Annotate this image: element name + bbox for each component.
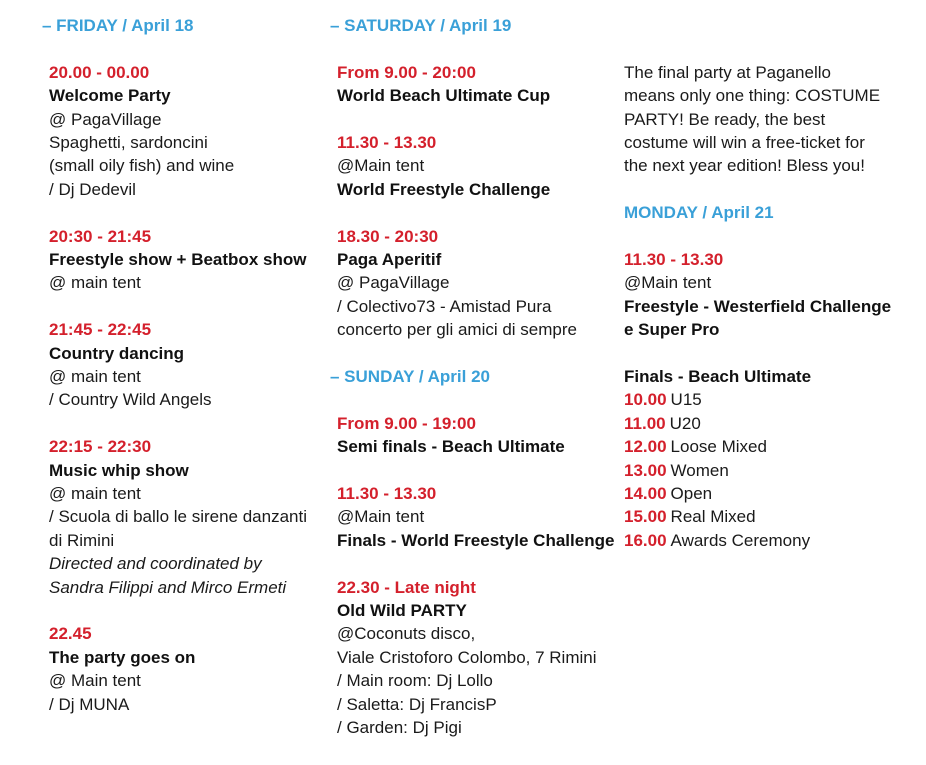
finals-label: Real Mixed bbox=[670, 507, 756, 527]
finals-label: Loose Mixed bbox=[670, 437, 767, 457]
friday-event-2 bbox=[49, 225, 327, 295]
sunday-event-3 bbox=[337, 576, 615, 740]
friday-event-4 bbox=[49, 435, 327, 599]
event-title: Freestyle - Westerfield Challenge bbox=[624, 296, 892, 316]
saturday-event-2 bbox=[337, 131, 615, 201]
finals-label: U20 bbox=[669, 413, 701, 433]
event-title: Finals - World Freestyle Challenge bbox=[337, 530, 615, 550]
note-line: means only one thing: COSTUME bbox=[624, 86, 881, 106]
event-title: World Freestyle Challenge bbox=[337, 179, 551, 199]
event-detail: @Coconuts disco, bbox=[337, 624, 476, 644]
event-title: World Beach Ultimate Cup bbox=[337, 86, 551, 106]
sunday-event-1 bbox=[337, 412, 615, 459]
event-detail: @ main tent bbox=[49, 367, 141, 387]
finals-row bbox=[624, 529, 902, 552]
friday-event-3 bbox=[49, 318, 327, 412]
event-detail: Spaghetti, sardoncini bbox=[49, 133, 208, 153]
event-time: 11.30 - 13.30 bbox=[337, 484, 437, 504]
finals-row bbox=[624, 412, 902, 435]
event-title: Semi finals - Beach Ultimate bbox=[337, 437, 565, 457]
event-title: Music whip show bbox=[49, 460, 189, 480]
note-line: PARTY! Be ready, the best bbox=[624, 109, 826, 129]
event-detail: / Saletta: Dj FrancisP bbox=[337, 694, 497, 714]
event-detail: / Scuola di ballo le sirene danzanti bbox=[49, 507, 307, 527]
event-title: Freestyle show + Beatbox show bbox=[49, 250, 307, 270]
event-detail: / Main room: Dj Lollo bbox=[337, 671, 493, 691]
weekend-column bbox=[330, 14, 615, 739]
event-time: 18.30 - 20:30 bbox=[337, 226, 439, 246]
finals-time: 10.00 bbox=[624, 390, 667, 410]
event-location: @Main tent bbox=[624, 273, 712, 293]
event-title: The party goes on bbox=[49, 647, 196, 667]
event-detail: concerto per gli amici di sempre bbox=[337, 320, 577, 340]
event-time: 22:15 - 22:30 bbox=[49, 437, 152, 457]
finals-time: 12.00 bbox=[624, 437, 667, 457]
costume-party-note bbox=[624, 61, 902, 178]
friday-event-5 bbox=[49, 622, 327, 716]
event-detail: @ main tent bbox=[49, 484, 141, 504]
sunday-header: – SUNDAY / April 20 bbox=[330, 367, 490, 387]
event-title: e Super Pro bbox=[624, 320, 720, 340]
event-detail: / Garden: Dj Pigi bbox=[337, 718, 462, 738]
monday-event-1 bbox=[624, 248, 902, 342]
event-detail: (small oily fish) and wine bbox=[49, 156, 235, 176]
event-title: Paga Aperitif bbox=[337, 250, 442, 270]
event-time: 22.30 - Late night bbox=[337, 577, 476, 597]
finals-row bbox=[624, 388, 902, 411]
finals-title: Finals - Beach Ultimate bbox=[624, 367, 812, 387]
finals-label: U15 bbox=[670, 390, 702, 410]
friday-event-1 bbox=[49, 61, 327, 201]
saturday-header: – SATURDAY / April 19 bbox=[330, 16, 512, 35]
finals-time: 14.00 bbox=[624, 484, 667, 504]
event-location: @Main tent bbox=[337, 507, 425, 527]
finals-label: Open bbox=[670, 484, 713, 504]
event-detail: @ main tent bbox=[49, 273, 141, 293]
finals-schedule bbox=[624, 365, 902, 552]
event-time: 22.45 bbox=[49, 624, 92, 644]
note-line: costume will win a free-ticket for bbox=[624, 133, 865, 153]
event-time: 11.30 - 13.30 bbox=[337, 133, 437, 152]
friday-column bbox=[42, 14, 327, 716]
finals-row bbox=[624, 459, 902, 482]
event-time: From 9.00 - 19:00 bbox=[337, 413, 476, 433]
event-title: Country dancing bbox=[49, 343, 185, 363]
finals-row bbox=[624, 482, 902, 505]
event-credit: Sandra Filippi and Mirco Ermeti bbox=[49, 577, 287, 597]
finals-time: 11.00 bbox=[624, 413, 666, 433]
event-time: 20.00 - 00.00 bbox=[49, 62, 150, 82]
sunday-event-2 bbox=[337, 482, 615, 552]
event-time: 20:30 - 21:45 bbox=[49, 226, 152, 246]
event-detail: Viale Cristoforo Colombo, 7 Rimini bbox=[337, 647, 597, 667]
event-credit: Directed and coordinated by bbox=[49, 554, 262, 574]
event-title: Welcome Party bbox=[49, 86, 171, 106]
event-title: Old Wild PARTY bbox=[337, 601, 467, 621]
finals-label: Women bbox=[670, 460, 729, 480]
note-line: The final party at Paganello bbox=[624, 62, 831, 82]
note-line: the next year edition! Bless you! bbox=[624, 156, 865, 176]
event-location: @Main tent bbox=[337, 156, 425, 176]
event-detail: / Country Wild Angels bbox=[49, 390, 212, 410]
friday-header: – FRIDAY / April 18 bbox=[42, 16, 194, 35]
monday-column bbox=[617, 14, 902, 552]
event-detail: @ PagaVillage bbox=[337, 273, 450, 293]
event-detail: / Dj MUNA bbox=[49, 694, 130, 714]
finals-time: 16.00 bbox=[624, 530, 667, 550]
event-time: 21:45 - 22:45 bbox=[49, 320, 152, 340]
finals-label: Awards Ceremony bbox=[670, 530, 811, 550]
event-detail: / Colectivo73 - Amistad Pura bbox=[337, 296, 552, 316]
saturday-event-1 bbox=[337, 61, 615, 108]
event-detail: / Dj Dedevil bbox=[49, 179, 136, 199]
event-detail: di Rimini bbox=[49, 530, 115, 550]
finals-time: 13.00 bbox=[624, 460, 667, 480]
finals-row bbox=[624, 505, 902, 528]
event-time: 11.30 - 13.30 bbox=[624, 250, 724, 270]
event-time: From 9.00 - 20:00 bbox=[337, 62, 476, 82]
event-detail: @ Main tent bbox=[49, 671, 141, 691]
saturday-event-3 bbox=[337, 225, 615, 342]
monday-header: MONDAY / April 21 bbox=[624, 203, 774, 223]
finals-time: 15.00 bbox=[624, 507, 667, 527]
finals-row bbox=[624, 435, 902, 458]
event-detail: @ PagaVillage bbox=[49, 109, 162, 129]
